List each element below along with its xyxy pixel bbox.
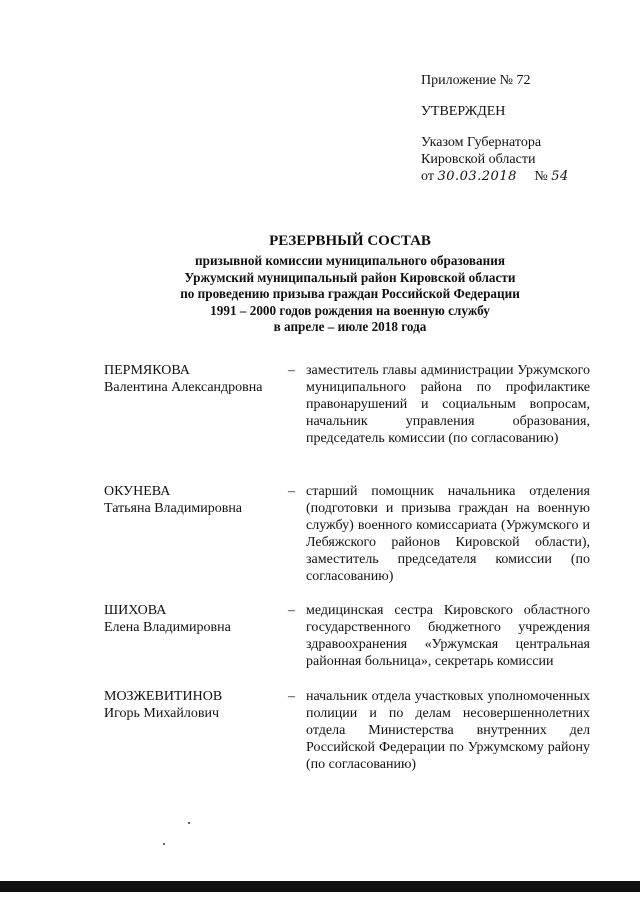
approval-block (421, 72, 626, 185)
member-name (104, 602, 284, 636)
member-given-name: Валентина Александровна (104, 380, 263, 395)
handwritten-number: 54 (551, 169, 569, 184)
number-prefix: № (534, 169, 548, 184)
member-surname: МОЗЖЕВИТИНОВ (104, 689, 223, 704)
document-title: РЕЗЕРВНЫЙ СОСТАВ (269, 233, 431, 249)
date-prefix: от (421, 169, 434, 184)
member-name (104, 362, 284, 396)
member-given-name: Елена Владимировна (104, 620, 231, 635)
member-dash: – (288, 484, 295, 499)
approved-stamp-text: УТВЕРЖДЕН (421, 104, 506, 119)
scan-bottom-edge (0, 881, 640, 892)
scan-speck (188, 822, 190, 824)
member-given-name: Татьяна Владимировна (104, 501, 243, 516)
member-dash: – (288, 363, 295, 378)
title-line-3: по проведению призыва граждан Российской Федерации (180, 286, 520, 301)
appendix-number: Приложение № 72 (421, 73, 531, 88)
document-title-block (60, 232, 640, 336)
member-role: старший помощник начальника отделения (подготовки и призыва граждан на военную службу) военного комиссариата (Уржумского и Лебяжского районов Кировской области), заместитель председателя комиссии (по согласованию) (306, 484, 590, 584)
decree-line-1: Указом Губернатора (421, 135, 542, 150)
member-given-name: Игорь Михайлович (104, 706, 219, 721)
member-dash: – (288, 689, 295, 704)
member-role: заместитель главы администрации Уржумского муниципального района по профилактике правонарушений и социальным вопросам, начальник управления образования, председатель комиссии (по согласованию) (306, 363, 590, 446)
scan-speck (163, 843, 165, 845)
member-role: медицинская сестра Кировского областного государственного бюджетного учреждения здравоохранения «Уржумская центральная районная больница», секретарь комиссии (306, 603, 590, 669)
title-line-4: 1991 – 2000 годов рождения на военную службу (210, 302, 490, 318)
member-name (104, 483, 284, 517)
member-role: начальник отдела участковых уполномоченных полиции и по делам несовершеннолетних отдела Министерства внутренних дел Российской Федерации по Уржумскому району (по согласованию) (306, 689, 590, 772)
member-dash: – (288, 603, 295, 618)
member-surname: ШИХОВА (104, 603, 167, 618)
member-name (104, 688, 284, 722)
title-line-2: Уржумский муниципальный район Кировской области (184, 269, 516, 285)
title-line-1: призывной комиссии муниципального образования (195, 253, 505, 268)
title-line-5: в апреле – июле 2018 года (273, 319, 427, 334)
decree-date-line (421, 168, 626, 185)
member-surname: ПЕРМЯКОВА (104, 363, 190, 378)
decree-line-2: Кировской области (421, 152, 536, 167)
handwritten-date: 30.03.2018 (437, 169, 517, 184)
member-surname: ОКУНЕВА (104, 484, 171, 499)
